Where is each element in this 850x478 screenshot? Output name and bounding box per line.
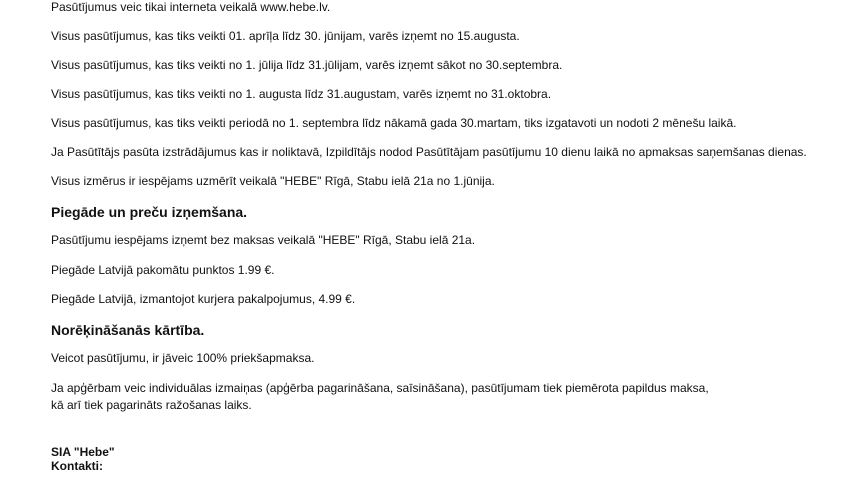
delivery-heading: Piegāde un preču izņemšana. bbox=[51, 204, 248, 220]
payment-item-2: Ja apģērbam veic individuālas izmaiņas (apģērba pagarināšana, saīsināšana), pasūtījumam tiek piemērota papildus maksa, bbox=[51, 381, 709, 395]
order-info-line-7: Visus izmērus ir iespējams uzmērīt veikalā "HEBE" Rīgā, Stabu ielā 21a no 1.jūnija. bbox=[51, 174, 495, 188]
payment-item-1: Veicot pasūtījumu, ir jāveic 100% priekšapmaksa. bbox=[51, 351, 315, 365]
order-info-line-1: Pasūtījumus veic tikai interneta veikalā www.hebe.lv. bbox=[51, 0, 331, 14]
order-info-line-4: Visus pasūtījumus, kas tiks veikti no 1. augusta līdz 31.augustam, varēs izņemt no 31.oktobra. bbox=[51, 87, 552, 101]
payment-item-3: kā arī tiek pagarināts ražošanas laiks. bbox=[51, 398, 252, 412]
company-name: SIA "Hebe" bbox=[51, 445, 115, 459]
delivery-item-3: Piegāde Latvijā, izmantojot kurjera pakalpojumus, 4.99 €. bbox=[51, 292, 356, 306]
order-info-line-6: Ja Pasūtītājs pasūta izstrādājumus kas ir noliktavā, Izpildītājs nodod Pasūtītājam pasūtījumu 10 dienu laikā no apmaksas saņemšanas dienas. bbox=[51, 145, 807, 159]
delivery-item-2: Piegāde Latvijā pakomātu punktos 1.99 €. bbox=[51, 263, 275, 277]
delivery-item-1: Pasūtījumu iespējams izņemt bez maksas veikalā "HEBE" Rīgā, Stabu ielā 21a. bbox=[51, 233, 476, 247]
order-info-line-3: Visus pasūtījumus, kas tiks veikti no 1. jūlija līdz 31.jūlijam, varēs izņemt sākot no 30.septembra. bbox=[51, 58, 563, 72]
order-info-line-5: Visus pasūtījumus, kas tiks veikti periodā no 1. septembra līdz nākamā gada 30.martam, tiks izgatavoti un nodoti 2 mēnešu laikā. bbox=[51, 116, 737, 130]
payment-heading: Norēķināšanās kārtība. bbox=[51, 322, 205, 338]
order-info-line-2: Visus pasūtījumus, kas tiks veikti 01. aprīļa līdz 30. jūnijam, varēs izņemt no 15.augusta. bbox=[51, 29, 520, 43]
contacts-label: Kontakti: bbox=[51, 459, 103, 473]
